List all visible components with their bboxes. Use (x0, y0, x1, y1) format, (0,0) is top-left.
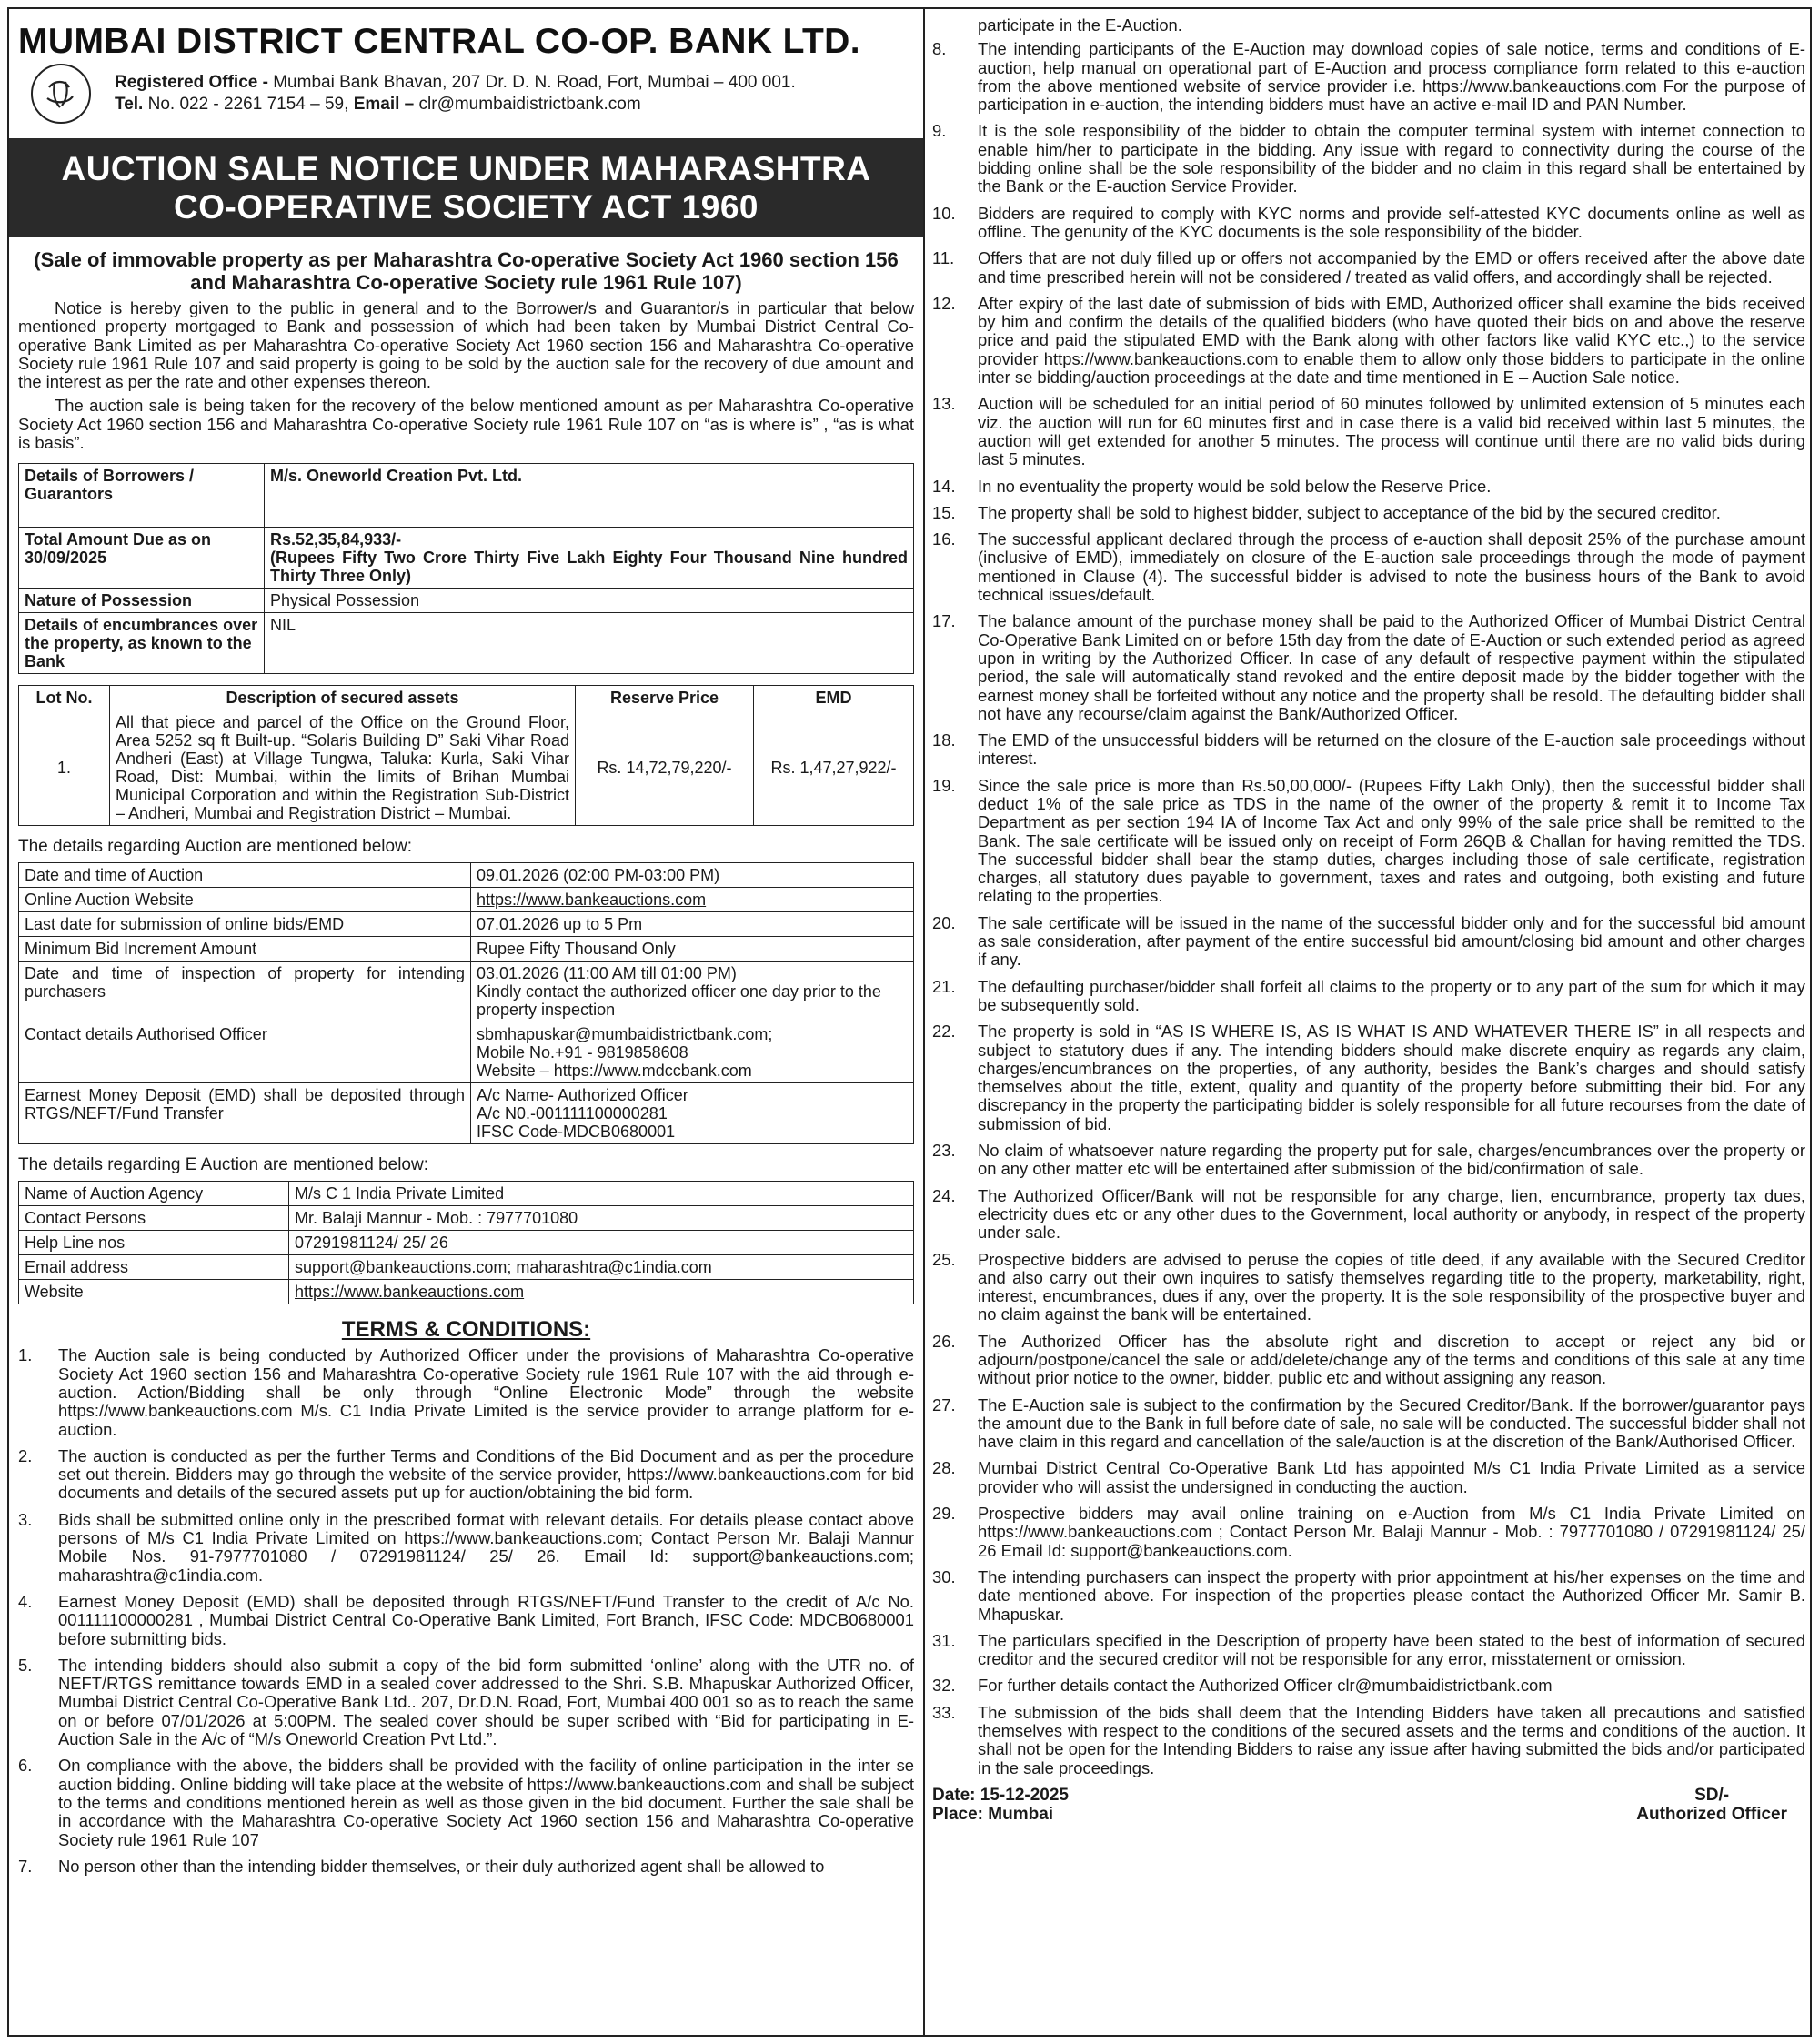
table-row (19, 1206, 914, 1231)
term-item (932, 295, 1805, 387)
footer-right (1636, 1786, 1787, 1824)
term-number: 33. (932, 1702, 956, 1722)
notice-place: Place: Mumbai (932, 1804, 1054, 1824)
term-text: The intending purchasers can inspect the property with prior appointment at his/her expenses on the time and date mentioned above. For inspection of the properties please contact the Authorized Officer Mr. Samir B. Mhapuskar. (978, 1566, 1805, 1624)
inspection-date: 03.01.2026 (11:00 AM till 01:00 PM) (477, 964, 737, 983)
term-item (932, 1704, 1805, 1777)
term-text: The defaulting purchaser/bidder shall forfeit all claims to the property or to any part of the sum for which it may be subsequently sold. (978, 976, 1805, 1014)
auction-value: 07.01.2026 up to 5 Pm (471, 912, 914, 937)
term-number: 14. (932, 476, 956, 496)
eauction-value: 07291981124/ 25/ 26 (289, 1231, 914, 1255)
col-header-description: Description of secured assets (110, 686, 576, 710)
term-text: No person other than the intending bidder themselves, or their duly authorized agent shall be allowed to (58, 1856, 825, 1876)
reserve-price: Rs. 14,72,79,220/- (576, 710, 754, 826)
term-item (932, 914, 1805, 970)
term-item (932, 1022, 1805, 1133)
term-item (932, 1459, 1805, 1496)
term-item (932, 249, 1805, 287)
table-row (19, 1083, 914, 1144)
eauction-table (18, 1181, 914, 1304)
term-number: 6. (18, 1756, 33, 1776)
emd-amount: Rs. 1,47,27,922/- (754, 710, 914, 826)
term-number: 19. (932, 775, 956, 795)
bank-name: MUMBAI DISTRICT CENTRAL CO-OP. BANK LTD. (18, 22, 860, 61)
term-number: 24. (932, 1185, 956, 1205)
email-label: Email – (353, 95, 415, 114)
term-item (932, 1632, 1805, 1669)
ifsc-code: IFSC Code-MDCB0680001 (477, 1123, 676, 1142)
term-item (932, 612, 1805, 723)
terms-list-left (18, 1346, 914, 1876)
term-text: The sale certificate will be issued in the name of the successful bidder only and for the successful bid amount as sale consideration, after payment of the entire successful bid amount/closing bid amount and other charges if any. (978, 912, 1805, 970)
term-text: The Auction sale is being conducted by Authorized Officer under the provisions of Maharashtra Co-operative Society Act 1960 section 156 and Maharashtra Co-operative Society rule 1961 Rule 107 with the aid through e-auction. Action/Bidding shall be only through “Online Electronic Mode” through the website https://www.bankeauctions.com M/s. C1 India Private Limited is the service provider to arrange platform for e-auction. (58, 1345, 914, 1439)
possession-label: Nature of Possession (19, 589, 265, 613)
term-item (932, 478, 1805, 496)
term-item (932, 1505, 1805, 1560)
auction-key: Last date for submission of online bids/EMD (19, 912, 471, 937)
term-item (932, 1568, 1805, 1624)
term-number: 29. (932, 1504, 956, 1524)
term-text: The balance amount of the purchase money shall be paid to the Authorized Officer of Mumbai District Central Co-Operative Bank Limited on or before 15th day from the date of E-Auction or such extended period as agreed upon in writing by the Authorized Officer. In case of any default of respective payment within the stipulated period, the sale will automatically stand revoked and the entire deposit made by the bidder together with the earnest money shall be forfeited without any notice and the property shall be resold. The defaulting bidder shall not have any recourse/claim against the Bank/Authorized Officer. (978, 611, 1805, 723)
table-row (19, 888, 914, 912)
col-header-reserve: Reserve Price (576, 686, 754, 710)
term-text: Offers that are not duly filled up or offers not accompanied by the EMD or offers received after the above date and time prescribed herein will not be considered / treated as valid offers, and accordingly shall be rejected. (978, 248, 1805, 287)
term-number: 3. (18, 1509, 33, 1529)
term-item (932, 1142, 1805, 1179)
eauction-key: Website (19, 1280, 289, 1304)
eauction-key: Help Line nos (19, 1231, 289, 1255)
term-item (932, 395, 1805, 468)
term-item (18, 1593, 914, 1648)
amount-due-figure: Rs.52,35,84,933/- (270, 530, 402, 549)
inspection-note: Kindly contact the authorized officer one day prior to the property inspection (477, 982, 881, 1020)
term-number: 8. (932, 39, 947, 59)
term-text: No claim of whatsoever nature regarding the property put for sale, charges/encumbrances over the property or on any other matter etc will be entertained after submission of the bid/confirmation of sale. (978, 1141, 1805, 1179)
term-text: It is the sole responsibility of the bidder to obtain the computer terminal system with internet connection to enable him/her to participate in the bidding. Any issue with regard to connectivity during the course of the bidding online shall be the sole responsibility of the bidder and no claim in this regard shall be entertained by the Bank or the E-auction Service Provider. (978, 121, 1805, 196)
table-row (19, 912, 914, 937)
term-text: For further details contact the Authorized Officer clr@mumbaidistrictbank.com (978, 1676, 1553, 1696)
term-text: The auction is conducted as per the further Terms and Conditions of the Bid Document and as per the procedure set out therein. Bidders may go through the website of the service provider, https://www.bankeauctions.com for bid documents and details of the secured assets put up for auction/obtaining the bid form. (58, 1445, 914, 1503)
auction-value: Rupee Fifty Thousand Only (471, 937, 914, 962)
term-number: 26. (932, 1331, 956, 1351)
officer-mobile: Mobile No.+91 - 9819858608 (477, 1043, 688, 1062)
column-divider (923, 9, 925, 2035)
authorized-officer: Authorized Officer (1636, 1804, 1787, 1824)
term-number: 23. (932, 1141, 956, 1161)
term-item (932, 1333, 1805, 1388)
term-number: 20. (932, 912, 956, 932)
table-row (19, 710, 914, 826)
term-number: 32. (932, 1676, 956, 1696)
term-item (932, 1676, 1805, 1695)
auction-key: Date and time of inspection of property for intending purchasers (19, 962, 471, 1022)
term-text: Mumbai District Central Co-Operative Bank Ltd has appointed M/s C1 India Private Limited as a service provider who will assist the undersigned in conducting the auction. (978, 1458, 1805, 1496)
table-row (19, 863, 914, 888)
auction-value (471, 962, 914, 1022)
term-text: Bids shall be submitted online only in the prescribed format with relevant details. For details please contact above persons of M/s C1 India Private Limited on https://www.bankeauctions.com; Contact Person Mr. Balaji Mannur Mobile Nos. 91-7977701080 / 07291981124/ 25/ 26. Email Id: support@bankeauctions.com; maharashtra@c1india.com. (58, 1509, 914, 1585)
auction-value (471, 1083, 914, 1144)
term-item (932, 1396, 1805, 1452)
auction-value (471, 1022, 914, 1083)
signature-mark: SD/- (1694, 1785, 1730, 1805)
term-item (18, 1346, 914, 1438)
term-text: Prospective bidders are advised to peruse the copies of title deed, if any available with the Secured Creditor and also carry out their own inquires to satisfy themselves regarding title to the property, marketability, right, interest, encumbrances, dues if any, over the property. It is the sole responsibility of the prospective buyer and no claim against the bank will be entertained. (978, 1249, 1805, 1324)
term-item (932, 1251, 1805, 1324)
table-row (19, 1231, 914, 1255)
borrower-table (18, 463, 914, 674)
term-number: 17. (932, 611, 956, 631)
term-item (932, 530, 1805, 604)
term-text: Earnest Money Deposit (EMD) shall be deposited through RTGS/NEFT/Fund Transfer to the credit of A/c No. 001111100000281 , Mumbai District Central Co-Operative Bank Limited, Fort Branch, IFSC Code: MDCB0680001 before submitting bids. (58, 1591, 914, 1648)
term-text: The intending participants of the E-Auction may download copies of sale notice, terms and conditions of E-auction, help manual on operational part of E-Auction and process compliance form related to this e-auction from the above mentioned website of service provider i.e. https://www.bankeauctions.com For the purpose of participation in e-auction, the intending bidders must have an active e-mail ID and PAN Number. (978, 39, 1805, 115)
term-text: Prospective bidders may avail online training on e-Auction from M/s C1 India Private Limited on https://www.bankeauctions.com ; Contact Person Mr. Balaji Mannur - Mob. : 7977701080 / 07291981124/ 25/ 26 Email Id: support@bankeauctions.com. (978, 1504, 1805, 1560)
term-text: The property is sold in “AS IS WHERE IS, AS IS WHAT IS AND WHATEVER THERE IS” in all respects and subject to statutory dues if any. The intending bidders should make discrete enquiry as regards any claim, charges/encumbrances on the properties, of any authority, besides the Bank’s charges and should satisfy themselves about the title, extent, quality and quantity of the property before submitting their bid. For any discrepancy in the property the participating bidder is solely responsible for all future recourses from the date of submission of bid. (978, 1022, 1805, 1133)
term-number: 11. (932, 248, 955, 268)
term-item (932, 731, 1805, 769)
term-number: 21. (932, 976, 956, 996)
eauction-key: Name of Auction Agency (19, 1182, 289, 1206)
table-row (19, 937, 914, 962)
eauction-value: Mr. Balaji Mannur - Mob. : 7977701080 (289, 1206, 914, 1231)
term-number: 25. (932, 1249, 956, 1269)
possession-value: Physical Possession (265, 589, 914, 613)
encumbrance-label: Details of encumbrances over the property, as known to the Bank (19, 613, 265, 674)
col-header-emd: EMD (754, 686, 914, 710)
term-text: After expiry of the last date of submission of bids with EMD, Authorized officer shall examine the bids received by him and confirm the details of the qualified bidders (who have quoted their bids on and above the reserve price and paid the stipulated EMD with the Bank along with other factors like valid KYC etc.,) to the service provider https://www.bankeauctions.com to enable them to allow only those bidders to participate in the online inter se bidding/auction proceedings at the date and time mentioned in E – Auction Sale notice. (978, 293, 1805, 388)
term-number: 22. (932, 1022, 956, 1042)
right-column (932, 16, 1805, 1824)
term-text: The submission of the bids shall deem that the Intending Bidders have taken all precautions and satisfied themselves with respect to the conditions of the secured assets and the terms and conditions of the auction. It shall not be open for the Intending Bidders to raise any issue after having submitted the bids and/or participated in the sale proceedings. (978, 1702, 1805, 1777)
auction-key: Contact details Authorised Officer (19, 1022, 471, 1083)
amount-due-words: (Rupees Fifty Two Crore Thirty Five Lakh Eighty Four Thousand Nine hundred Thirty Three Only) (270, 549, 908, 586)
left-column (18, 9, 914, 1884)
officer-email[interactable]: sbmhapuskar@mumbaidistrictbank.com; (477, 1025, 773, 1044)
term-item (18, 1858, 914, 1876)
term-number: 5. (18, 1655, 33, 1675)
term-text: participate in the E-Auction. (978, 15, 1182, 35)
term-item (932, 40, 1805, 114)
reg-office-address: Mumbai Bank Bhavan, 207 Dr. D. N. Road, Fort, Mumbai – 400 001. (273, 73, 796, 92)
intro-paragraph-2: The auction sale is being taken for the recovery of the below mentioned amount as per Maharashtra Co-operative Society Act 1960 section 156 and Maharashtra Co-operative Society rule 1961 Rule 107 on “as is where is” , “as is what is basis”. (18, 396, 914, 453)
table-row (19, 613, 914, 674)
table-row (19, 1022, 914, 1083)
term-number: 4. (18, 1591, 33, 1611)
term-number: 2. (18, 1445, 33, 1465)
auction-key: Online Auction Website (19, 888, 471, 912)
asset-description: All that piece and parcel of the Office on the Ground Floor, Area 5252 sq ft Built-up. “Solaris Building D” Saki Vihar Road Andheri (East) at Village Tungwa, Taluka: Kurla, Saki Vihar Road, Dist: Mumbai, within the limits of Brihan Mumbai Municipal Corporation and within the Registration Sub-District – Andheri, Mumbai and Registration District – Mumbai. (110, 710, 576, 826)
eauction-email-link[interactable]: support@bankeauctions.com; maharashtra@c1india.com (289, 1255, 914, 1280)
term-number-spacer (932, 16, 978, 35)
eauction-key: Contact Persons (19, 1206, 289, 1231)
tel-value: No. 022 - 2261 7154 – 59, (147, 95, 349, 114)
intro-paragraph-1: Notice is hereby given to the public in general and to the Borrower/s and Guarantor/s in particular that below mentioned property mortgaged to Bank and possession of which had been taken by Mumbai District Central Co-operative Bank Limited as per Maharashtra Co-operative Society Act 1960 section 156 and Maharashtra Co-operative Society rule 1961 Rule 107 and said property is going to be sold by the auction sale for the recovery of due amount and the interest as per the rate and other expenses thereon. (18, 298, 914, 392)
account-name: A/c Name- Authorized Officer (477, 1086, 688, 1105)
term-text: The EMD of the unsuccessful bidders will be returned on the closure of the E-auction sale proceedings without interest. (978, 730, 1805, 769)
auction-table (18, 862, 914, 1144)
term-item (932, 978, 1805, 1015)
term-item (932, 504, 1805, 522)
term-number: 15. (932, 502, 956, 522)
borrowers-label: Details of Borrowers / Guarantors (19, 464, 265, 528)
term-text: The E-Auction sale is subject to the confirmation by the Secured Creditor/Bank. If the borrower/guarantor pays the amount due to the Bank in full before date of sale, no sale will be conducted. The successful bidder shall not have claim in this regard and cancellation of the sale/auction is at the discretion of the Bank/Authorised Officer. (978, 1395, 1805, 1452)
amount-due-value (265, 528, 914, 589)
term-text: The Authorized Officer has the absolute right and discretion to accept or reject any bid or adjourn/postpone/cancel the sale or add/delete/change any of the terms and conditions of this sale at any time without prior notice to the owner, bidder, public etc and without assigning any reason. (978, 1331, 1805, 1388)
notice-subtitle: (Sale of immovable property as per Maharashtra Co-operative Society Act 1960 section 156 and Maharashtra Co-operative Society rule 1961 Rule 107) (34, 248, 899, 294)
auction-key: Date and time of Auction (19, 863, 471, 888)
term-item (932, 122, 1805, 196)
bank-logo-icon (31, 64, 91, 124)
lot-number: 1. (19, 710, 110, 826)
col-header-lot: Lot No. (19, 686, 110, 710)
auction-value: 09.01.2026 (02:00 PM-03:00 PM) (471, 863, 914, 888)
term-text: The intending bidders should also submit a copy of the bid form submitted ‘online’ along with the UTR no. of NEFT/RTGS remittance towards EMD in a sealed cover addressed to the Shri. S.B. Mhapuskar Authorized Officer, Mumbai District Central Co-Operative Bank Ltd.. 207, Dr.D.N. Road, Fort, Mumbai 400 001 so as to reach the same on or before 07/01/2026 at 5:00PM. The sealed cover should be super scribed with “Bid for participating in E-Auction Sale in the A/c of “M/s Oneworld Creation Pvt Ltd.”. (58, 1655, 914, 1749)
eauction-key: Email address (19, 1255, 289, 1280)
account-number: A/c N0.-001111100000281 (477, 1104, 668, 1123)
term-text: Bidders are required to comply with KYC norms and provide self-attested KYC documents online as well as offline. The genunity of the KYC documents is the sole responsibility of the bidder. (978, 203, 1805, 241)
encumbrance-value: NIL (265, 613, 914, 674)
term-number: 12. (932, 293, 956, 313)
email-value[interactable]: clr@mumbaidistrictbank.com (418, 95, 641, 114)
term-number: 31. (932, 1630, 956, 1650)
officer-website[interactable]: Website – https://www.mdccbank.com (477, 1062, 752, 1081)
term-number: 16. (932, 529, 956, 549)
auction-website-link[interactable]: https://www.bankeauctions.com (471, 888, 914, 912)
footer (932, 1786, 1805, 1824)
notice-banner (9, 138, 923, 237)
terms-list-right (932, 40, 1805, 1777)
term-item (18, 1511, 914, 1585)
table-row (19, 962, 914, 1022)
eauction-value: M/s C 1 India Private Limited (289, 1182, 914, 1206)
term-number: 18. (932, 730, 956, 750)
table-row (19, 1255, 914, 1280)
notice-date: Date: 15-12-2025 (932, 1785, 1069, 1805)
amount-due-label: Total Amount Due as on 30/09/2025 (19, 528, 265, 589)
term-item (932, 777, 1805, 906)
auction-details-label: The details regarding Auction are mentioned below: (18, 837, 413, 857)
assets-table (18, 685, 914, 826)
term-item (932, 205, 1805, 242)
term-item (18, 1447, 914, 1503)
terms-title: TERMS & CONDITIONS: (341, 1317, 591, 1343)
term-number: 30. (932, 1566, 956, 1586)
term-number: 10. (932, 203, 956, 223)
table-row (19, 528, 914, 589)
auction-key: Minimum Bid Increment Amount (19, 937, 471, 962)
term-text: The particulars specified in the Description of property have been stated to the best of information of secured creditor and the secured creditor will not be responsible for any error, misstatement or omission. (978, 1630, 1805, 1669)
term-item (18, 1656, 914, 1748)
term-item (932, 1187, 1805, 1243)
banner-line-2: CO-OPERATIVE SOCIETY ACT 1960 (174, 188, 759, 226)
term-item (18, 1757, 914, 1848)
table-header-row (19, 686, 914, 710)
table-row (19, 1280, 914, 1304)
tel-label: Tel. (115, 95, 144, 114)
term-text: The Authorized Officer/Bank will not be responsible for any charge, lien, encumbrance, property tax dues, electricity dues etc or any other dues to the Government, local authority or anybody, in respect of the property under sale. (978, 1185, 1805, 1243)
term-number: 9. (932, 121, 947, 141)
table-row (19, 464, 914, 528)
table-row (19, 1182, 914, 1206)
term-number: 27. (932, 1395, 956, 1415)
eauction-details-label: The details regarding E Auction are mentioned below: (18, 1155, 428, 1175)
address-lines (115, 72, 796, 116)
term-text: On compliance with the above, the bidders shall be provided with the facility of online participation in the inter se auction bidding. Online bidding will take place at the website of https://www.bankeauctions.com and shall be subject to the terms and conditions mentioned herein as well as those given in the bid document. Further the sale shall be in accordance with the Maharashtra Co-operative Society Act 1960 section 156 and Maharashtra Co-operative Society rule 1961 Rule 107 (58, 1756, 914, 1849)
address-block (18, 64, 914, 124)
term-text: The property shall be sold to highest bidder, subject to acceptance of the bid by the secured creditor. (978, 502, 1721, 522)
borrowers-value: M/s. Oneworld Creation Pvt. Ltd. (265, 464, 914, 528)
term-text: The successful applicant declared through the process of e-auction shall deposit 25% of the purchase amount (inclusive of EMD), immediately on closure of the E-auction sale proceedings through the mode of payment mentioned in Clause (4). The successful bidder is advised to note the business hours of the Bank to avoid technical issues/default. (978, 529, 1805, 605)
notice-frame (7, 7, 1812, 2037)
term-number: 13. (932, 394, 956, 414)
banner-line-1: AUCTION SALE NOTICE UNDER MAHARASHTRA (61, 150, 871, 187)
auction-key: Earnest Money Deposit (EMD) shall be deposited through RTGS/NEFT/Fund Transfer (19, 1083, 471, 1144)
term-number: 7. (18, 1856, 33, 1876)
reg-office-label: Registered Office - (115, 73, 268, 92)
term-number: 1. (18, 1345, 33, 1365)
term-text: Since the sale price is more than Rs.50,00,000/- (Rupees Fifty Lakh Only), then the successful bidder shall deduct 1% of the sale price as TDS in the name of the owner of the property & remit it to Income Tax Department as per section 194 IA of Income Tax Act and only 99% of the sale price shall be remitted to the Bank. The sale certificate will be issued only on receipt of Form 26QB & Challan for having remitted the TDS. The successful bidder shall bear the stamp duties, charges including those of sale certificate, registration charges, all statutory dues payable to government, taxes and rates and outgoing, both existing and future relating to the properties. (978, 775, 1805, 906)
table-row (19, 589, 914, 613)
term-text: In no eventuality the property would be sold below the Reserve Price. (978, 476, 1492, 496)
footer-left (932, 1786, 1069, 1824)
term-number: 28. (932, 1458, 956, 1478)
term-text: Auction will be scheduled for an initial period of 60 minutes followed by unlimited extension of 5 minutes each viz. the auction will run for 60 minutes first and in case there is a valid bid received within last 5 minutes, the auction will get extended for another 5 minutes. The process will continue until there are no valid bids during last 5 minutes. (978, 394, 1805, 469)
eauction-website-link[interactable]: https://www.bankeauctions.com (289, 1280, 914, 1304)
term-continuation (932, 16, 1805, 35)
